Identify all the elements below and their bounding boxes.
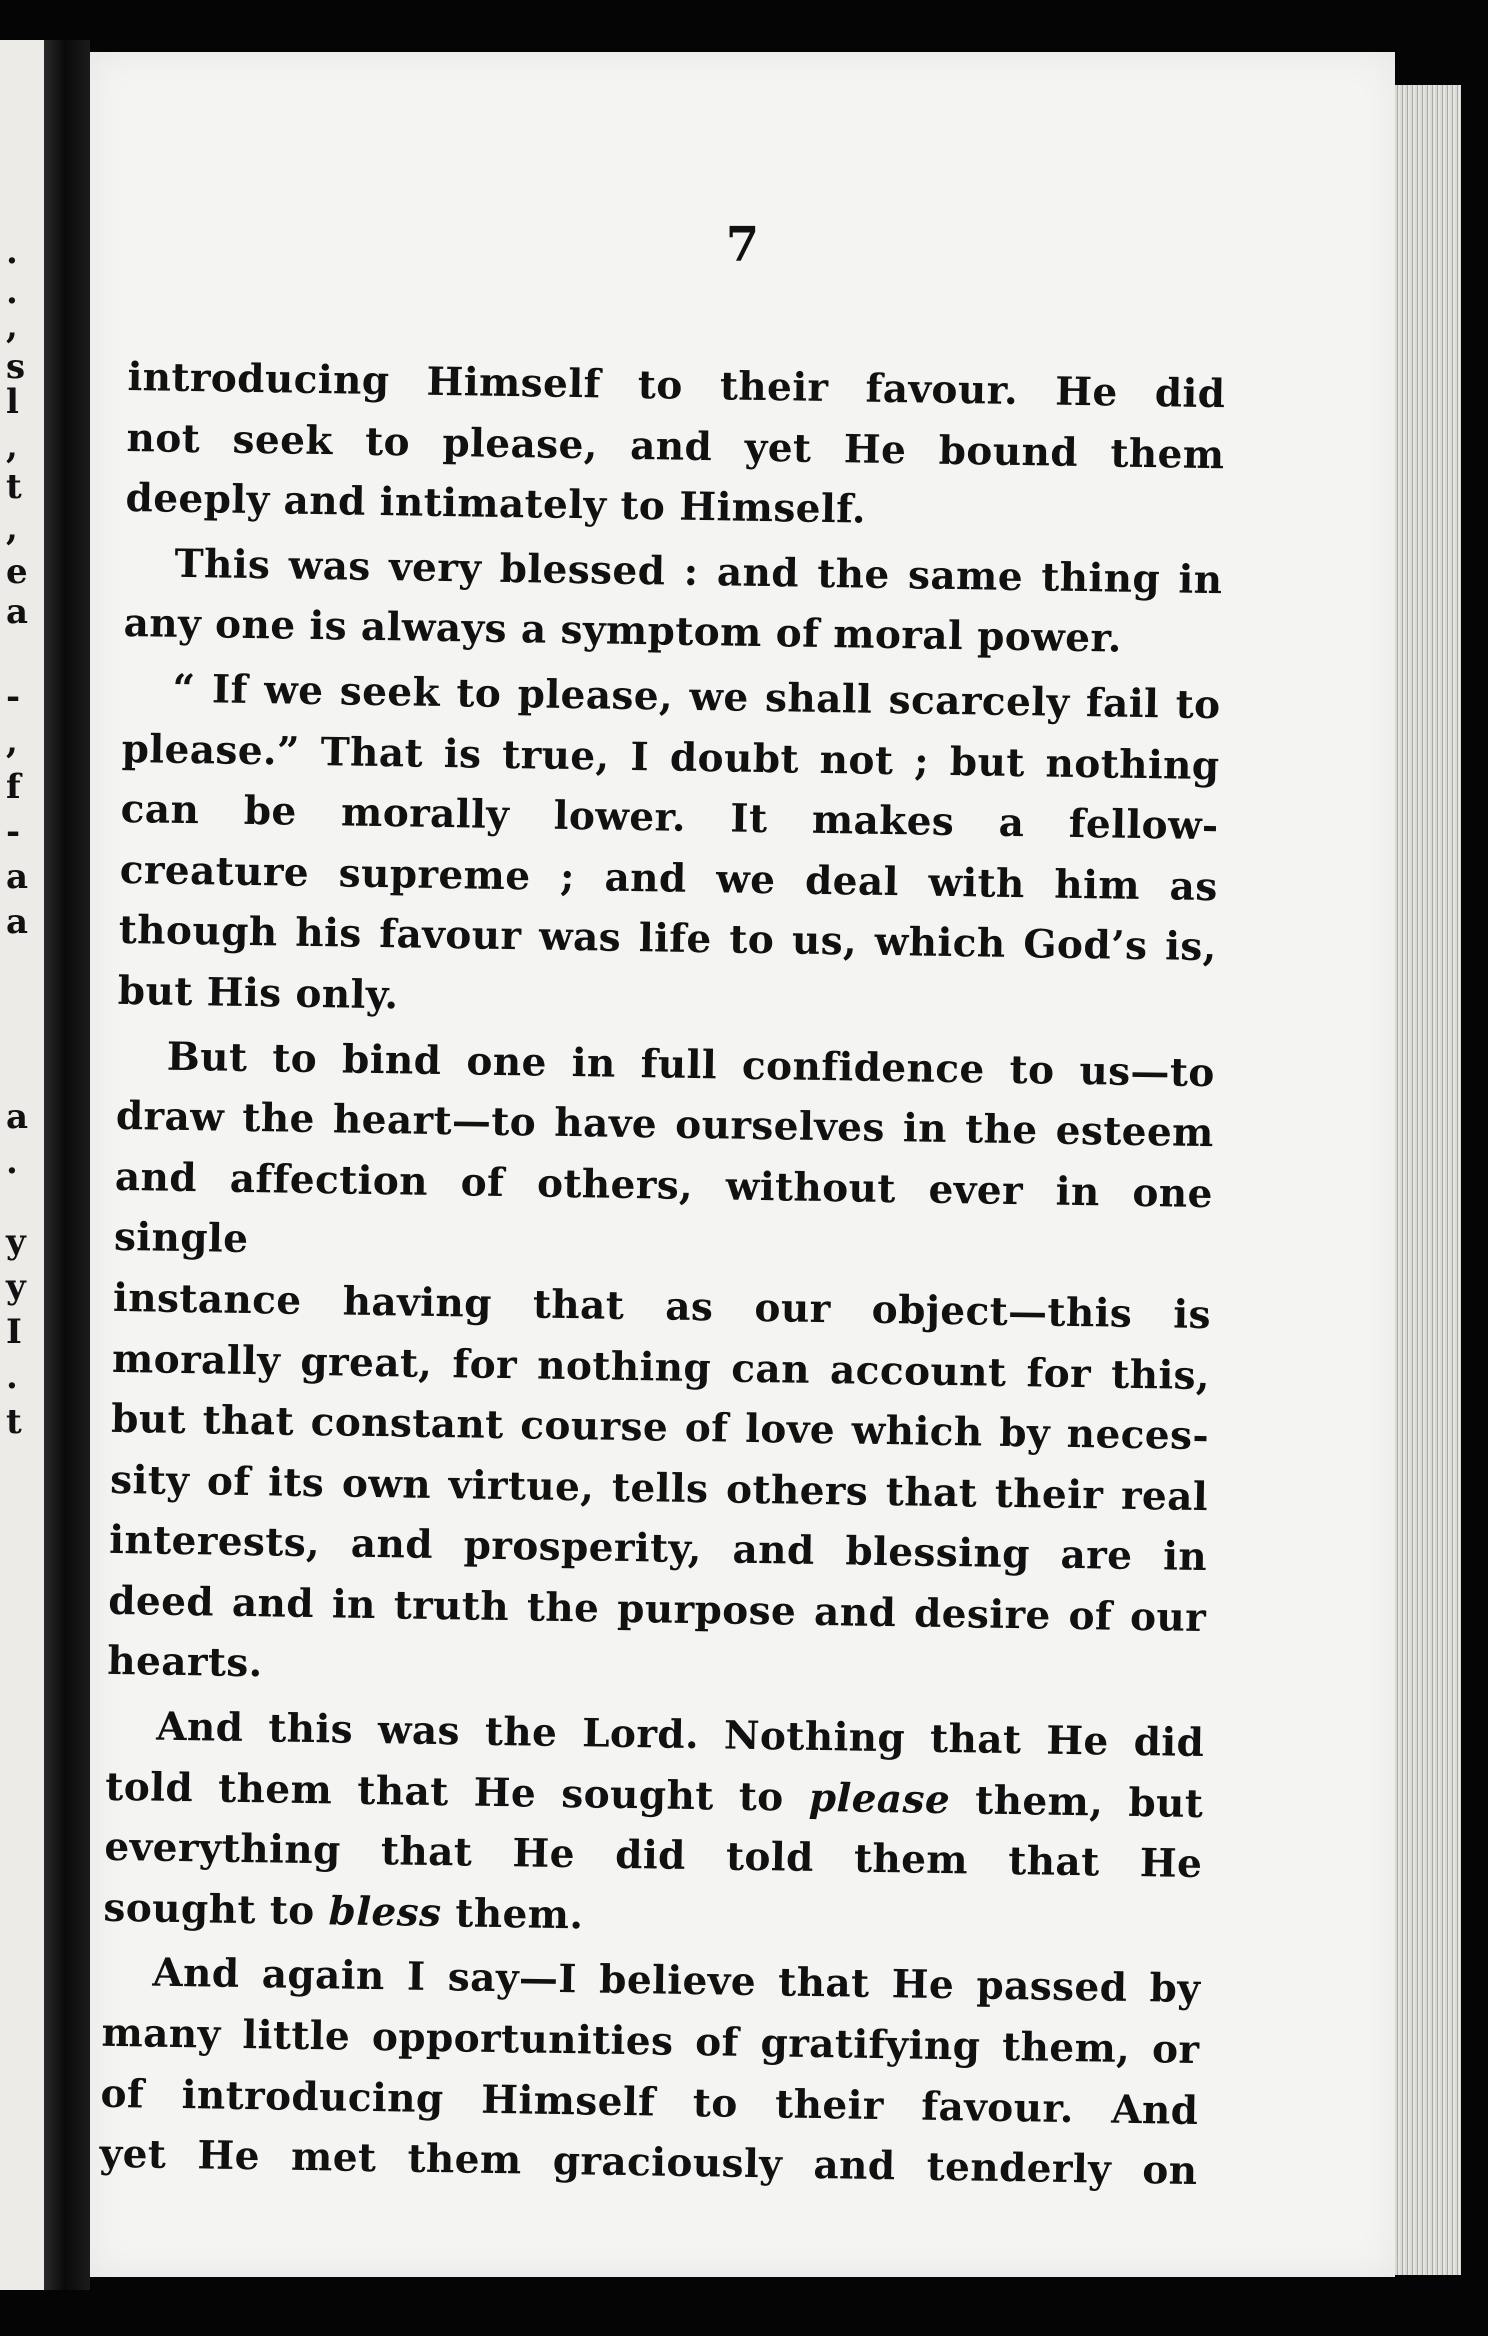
page-stack-edge — [1395, 85, 1461, 2275]
left-char: . — [6, 1142, 18, 1182]
text-line: many little opportunities of gratifying them, or — [101, 2009, 1200, 2074]
paragraph-1 — [125, 347, 1226, 546]
paragraph-5 — [103, 1696, 1205, 1956]
left-char: . — [6, 272, 18, 312]
text-line: introducing Himself to their favour. He did — [127, 353, 1226, 418]
left-page-margin-characters — [0, 40, 44, 2290]
text-line: morally great, for nothing can account for this, — [111, 1335, 1211, 1399]
body-text — [99, 347, 1226, 2202]
book-gutter — [44, 40, 90, 2290]
text-line: draw the heart—to have ourselves in the esteem — [115, 1093, 1215, 1157]
text-line: hearts. — [106, 1638, 264, 1687]
text-line: not seek to please, and yet He bound them — [126, 414, 1225, 478]
left-char: , — [6, 509, 18, 549]
text-line: deed and in truth the purpose and desire of our — [107, 1577, 1207, 1641]
text-line: but that constant course of love which by neces- — [110, 1395, 1210, 1460]
text-line-content: And this was the Lord. Nothing that He did — [155, 1703, 1205, 1767]
text-line: of introducing Himself to their favour. And — [100, 2070, 1199, 2134]
text-line-content: But to bind one in full confidence to us—to — [166, 1033, 1216, 1096]
text-line: deeply and intimately to Himself. — [125, 475, 867, 533]
text-line-content: This was very blessed : and the same thing in — [174, 540, 1223, 603]
left-char: t — [6, 467, 22, 507]
left-char: . — [6, 232, 18, 272]
text-line: yet He met them graciously and tenderly on — [99, 2130, 1198, 2195]
left-char: a — [6, 902, 29, 942]
page-number: 7 — [725, 217, 760, 273]
text-segment: everything that He did told them that He — [104, 1824, 1203, 1888]
text-segment: them. — [441, 1889, 584, 1939]
text-line: instance having that as our object—this is — [112, 1274, 1212, 1339]
left-char: . — [6, 1357, 18, 1397]
text-line-content: And again I say—I believe that He passed by — [152, 1950, 1201, 2013]
left-char: I — [6, 1312, 22, 1352]
left-char: a — [6, 592, 29, 632]
text-line: though his favour was life to us, which God’s is, — [118, 907, 1218, 971]
left-char: , — [6, 307, 18, 347]
text-segment: told them that He sought to — [105, 1763, 810, 1821]
text-line: and affection of others, without ever in one single — [113, 1153, 1214, 1263]
emphasis-bless: bless — [328, 1888, 442, 1936]
left-char: l — [6, 382, 19, 422]
text-line: can be morally lower. It makes a fellow- — [120, 786, 1219, 850]
text-segment: them, but — [949, 1776, 1204, 1827]
left-char: - — [6, 677, 21, 717]
left-char: a — [6, 857, 29, 897]
left-page-fragment — [0, 40, 44, 2290]
paragraph-2 — [123, 533, 1223, 671]
emphasis-please: please — [808, 1774, 951, 1823]
left-char: y — [6, 1267, 26, 1307]
left-char: f — [6, 767, 21, 807]
left-char: a — [6, 1097, 29, 1137]
text-line: any one is always a symptom of moral power. — [123, 600, 1123, 663]
paragraph-4 — [107, 1025, 1215, 1709]
text-line: sity of its own virtue, tells others that their real — [109, 1456, 1209, 1520]
left-char: - — [6, 812, 21, 852]
text-line-content: “ If we seek to please, we shall scarcely fail to — [172, 665, 1221, 729]
text-line: creature supreme ; and we deal with him as — [119, 846, 1219, 910]
left-char: y — [6, 1222, 26, 1262]
paragraph-6 — [99, 1942, 1201, 2202]
book-page — [90, 52, 1395, 2277]
text-line: but His only. — [117, 967, 399, 1019]
text-segment: sought to — [103, 1884, 329, 1935]
left-char: s — [6, 347, 26, 387]
text-line: please.” That is true, I doubt not ; but nothing — [121, 725, 1220, 789]
left-char: e — [6, 552, 28, 592]
text-line: interests, and prosperity, and blessing are in — [108, 1517, 1208, 1581]
left-char: , — [6, 722, 18, 762]
left-char: t — [6, 1402, 22, 1442]
paragraph-3 — [117, 658, 1221, 1039]
left-char: , — [6, 427, 18, 467]
